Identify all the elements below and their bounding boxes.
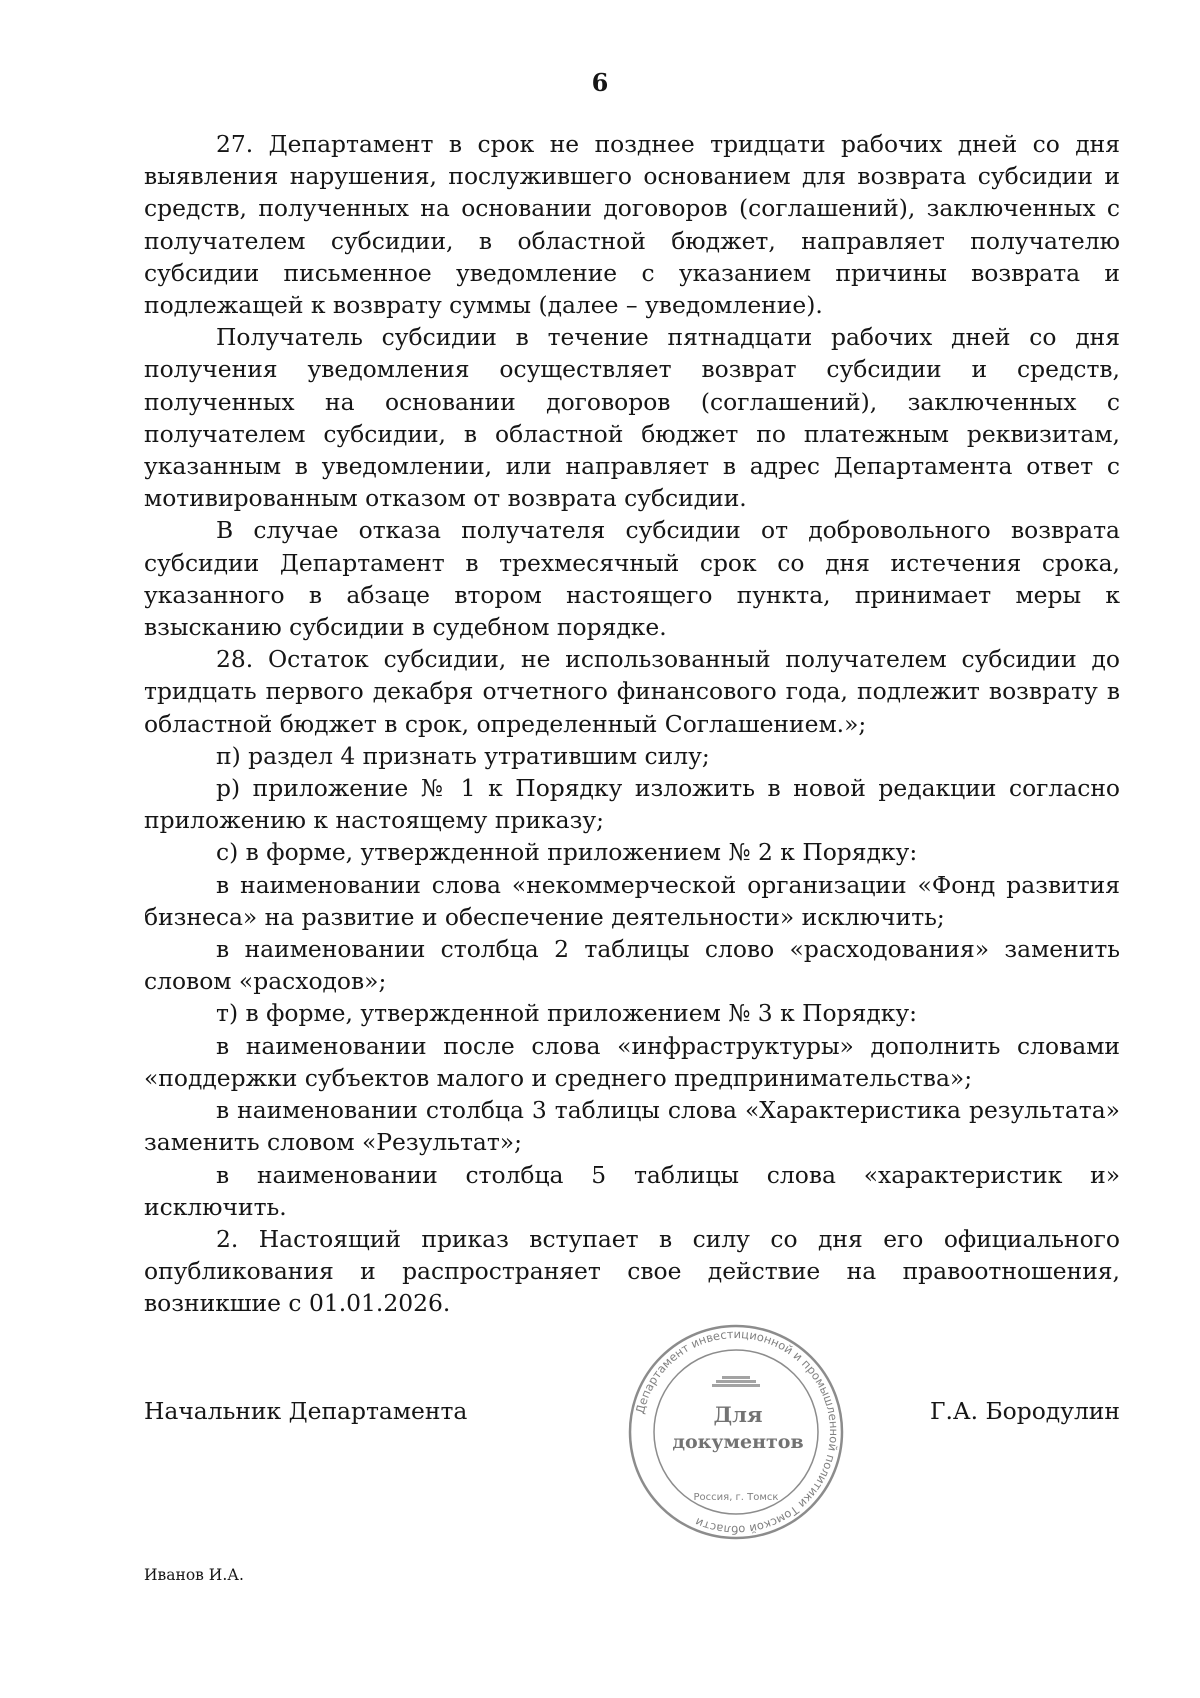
paragraph-28: 28. Остаток субсидии, не использованный получателем субсидии до тридцать первого декабря отчетного финансового года, подлежит возврату в областной бюджет в срок, определенный Соглашением.»; [144,645,1120,738]
item-t-subitem-1: в наименовании после слова «инфраструктуры» дополнить словами «поддержки субъектов малого и среднего предпринимательства»; [144,1031,1120,1092]
official-stamp [626,1322,846,1542]
signer-name: Г.А. Бородулин [929,1397,1120,1425]
item-s: с) в форме, утвержденной приложением № 2 к Порядку: [216,838,918,867]
signer-position: Начальник Департамента [144,1397,468,1425]
item-r: р) приложение № 1 к Порядку изложить в новой редакции согласно приложению к настоящему приказу; [144,774,1120,835]
paragraph-refund-recipient: Получатель субсидии в течение пятнадцати рабочих дней со дня получения уведомления осуществляет возврат субсидии и средств, полученных на основании договоров (соглашений), заключенных с получателем субсидии, в областной бюджет по платежным реквизитам, указанным в уведомлении, или направляет в адрес Департамента ответ с мотивированным отказом от возврата субсидии. [144,323,1120,513]
stamp-center-line-1: Для [713,1402,763,1427]
stamp-bottom-text: Россия, г. Томск [693,1492,779,1503]
item-s-subitem-1: в наименовании слова «некоммерческой организации «Фонд развития бизнеса» на развитие и обеспечение деятельности» исключить; [144,870,1120,931]
stamp-center-line-2: документов [672,1431,804,1453]
executor-name: Иванов И.А. [144,1566,244,1584]
paragraph-2-effective-date: 2. Настоящий приказ вступает в силу со дня его официального опубликования и распространяет свое действие на правоотношения, возникшие с 01.01.2026. [144,1224,1120,1318]
paragraph-27: 27. Департамент в срок не позднее тридцати рабочих дней со дня выявления нарушения, послужившего основанием для возврата субсидии и средств, полученных на основании договоров (соглашений), заключенных с получателем субсидии, в областной бюджет, направляет получателю субсидии письменное уведомление с указанием причины возврата и подлежащей к возврату суммы (далее – уведомление). [144,130,1120,320]
item-t-subitem-2: в наименовании столбца 3 таблицы слова «Характеристика результата» заменить словом «Результат»; [144,1096,1120,1157]
page-number: 6 [591,68,609,97]
item-t-subitem-3: в наименовании столбца 5 таблицы слова «характеристик и» исключить. [144,1160,1120,1221]
item-s-subitem-2: в наименовании столбца 2 таблицы слово «расходования» заменить словом «расходов»; [144,935,1120,996]
stamp-ring-text: Департамент инвестиционной и промышленной политики Томской области [632,1326,842,1538]
item-t: т) в форме, утвержденной приложением № 3 к Порядку: [216,999,918,1028]
paragraph-refusal: В случае отказа получателя субсидии от добровольного возврата субсидии Департамент в трехмесячный срок со дня истечения срока, указанного в абзаце втором настоящего пункта, принимает меры к взысканию субсидии в судебном порядке. [144,516,1120,642]
stamp-emblem [712,1376,760,1387]
document-body [144,128,1120,1320]
item-p: п) раздел 4 признать утратившим силу; [216,741,710,770]
